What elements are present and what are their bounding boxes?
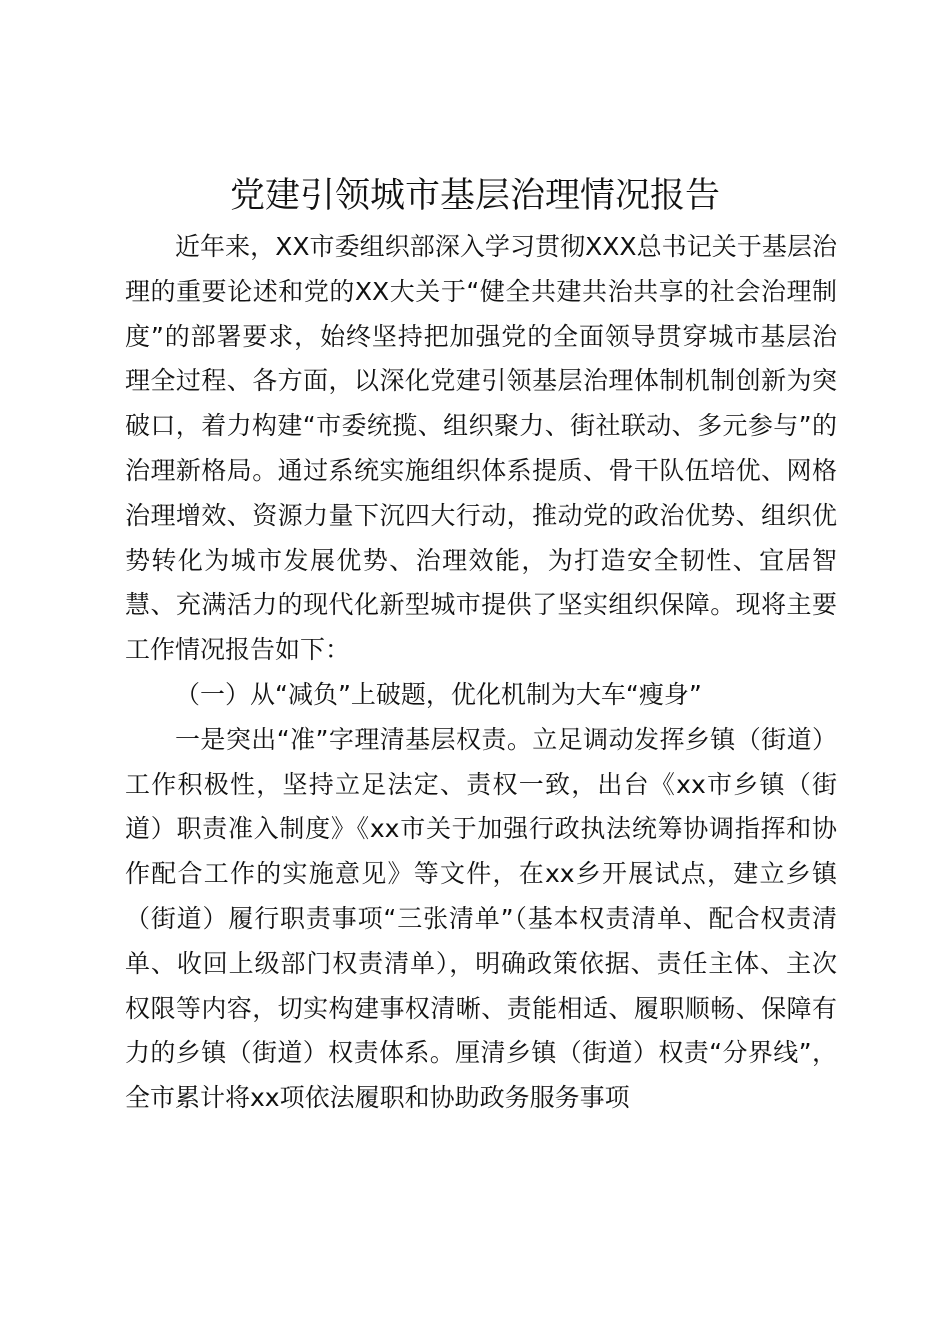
paragraph-section-1-point-1: 一是突出“准”字理清基层权责。立足调动发挥乡镇（街道）工作积极性，坚持立足法定、责权一致，出台《xx市乡镇（街道）职责准入制度》《xx市关于加强行政执法统筹协调指挥和协作配合工作的实施意见》等文件，在xx乡开展试点，建立乡镇（街道）履行职责事项“三张清单”（基本权责清单、配合权责清单、收回上级部门权责清单），明确政策依据、责任主体、主次权限等内容，切实构建事权清晰、责能相适、履职顺畅、保障有力的乡镇（街道）权责体系。厘清乡镇（街道）权责“分界线”，全市累计将xx项依法履职和协助政务服务事项 — [125, 724, 837, 1113]
document-title: 党建引领城市基层治理情况报告 — [229, 176, 720, 216]
section-heading-1: （一）从“减负”上破题，优化机制为大车“瘦身” — [175, 679, 702, 709]
paragraph-intro: 近年来，XX市委组织部深入学习贯彻XXX总书记关于基层治理的重要论述和党的XX大关于“健全共建共治共享的社会治理制度”的部署要求，始终坚持把加强党的全面领导贯穿城市基层治理全过程、各方面，以深化党建引领基层治理体制机制创新为突破口，着力构建“市委统揽、组织聚力、街社联动、多元参与”的治理新格局。通过系统实施组织体系提质、骨干队伍培优、网格治理增效、资源力量下沉四大行动，推动党的政治优势、组织优势转化为城市发展优势、治理效能，为打造安全韧性、宜居智慧、充满活力的现代化新型城市提供了坚实组织保障。现将主要工作情况报告如下： — [125, 232, 837, 665]
document-body — [125, 225, 837, 1121]
